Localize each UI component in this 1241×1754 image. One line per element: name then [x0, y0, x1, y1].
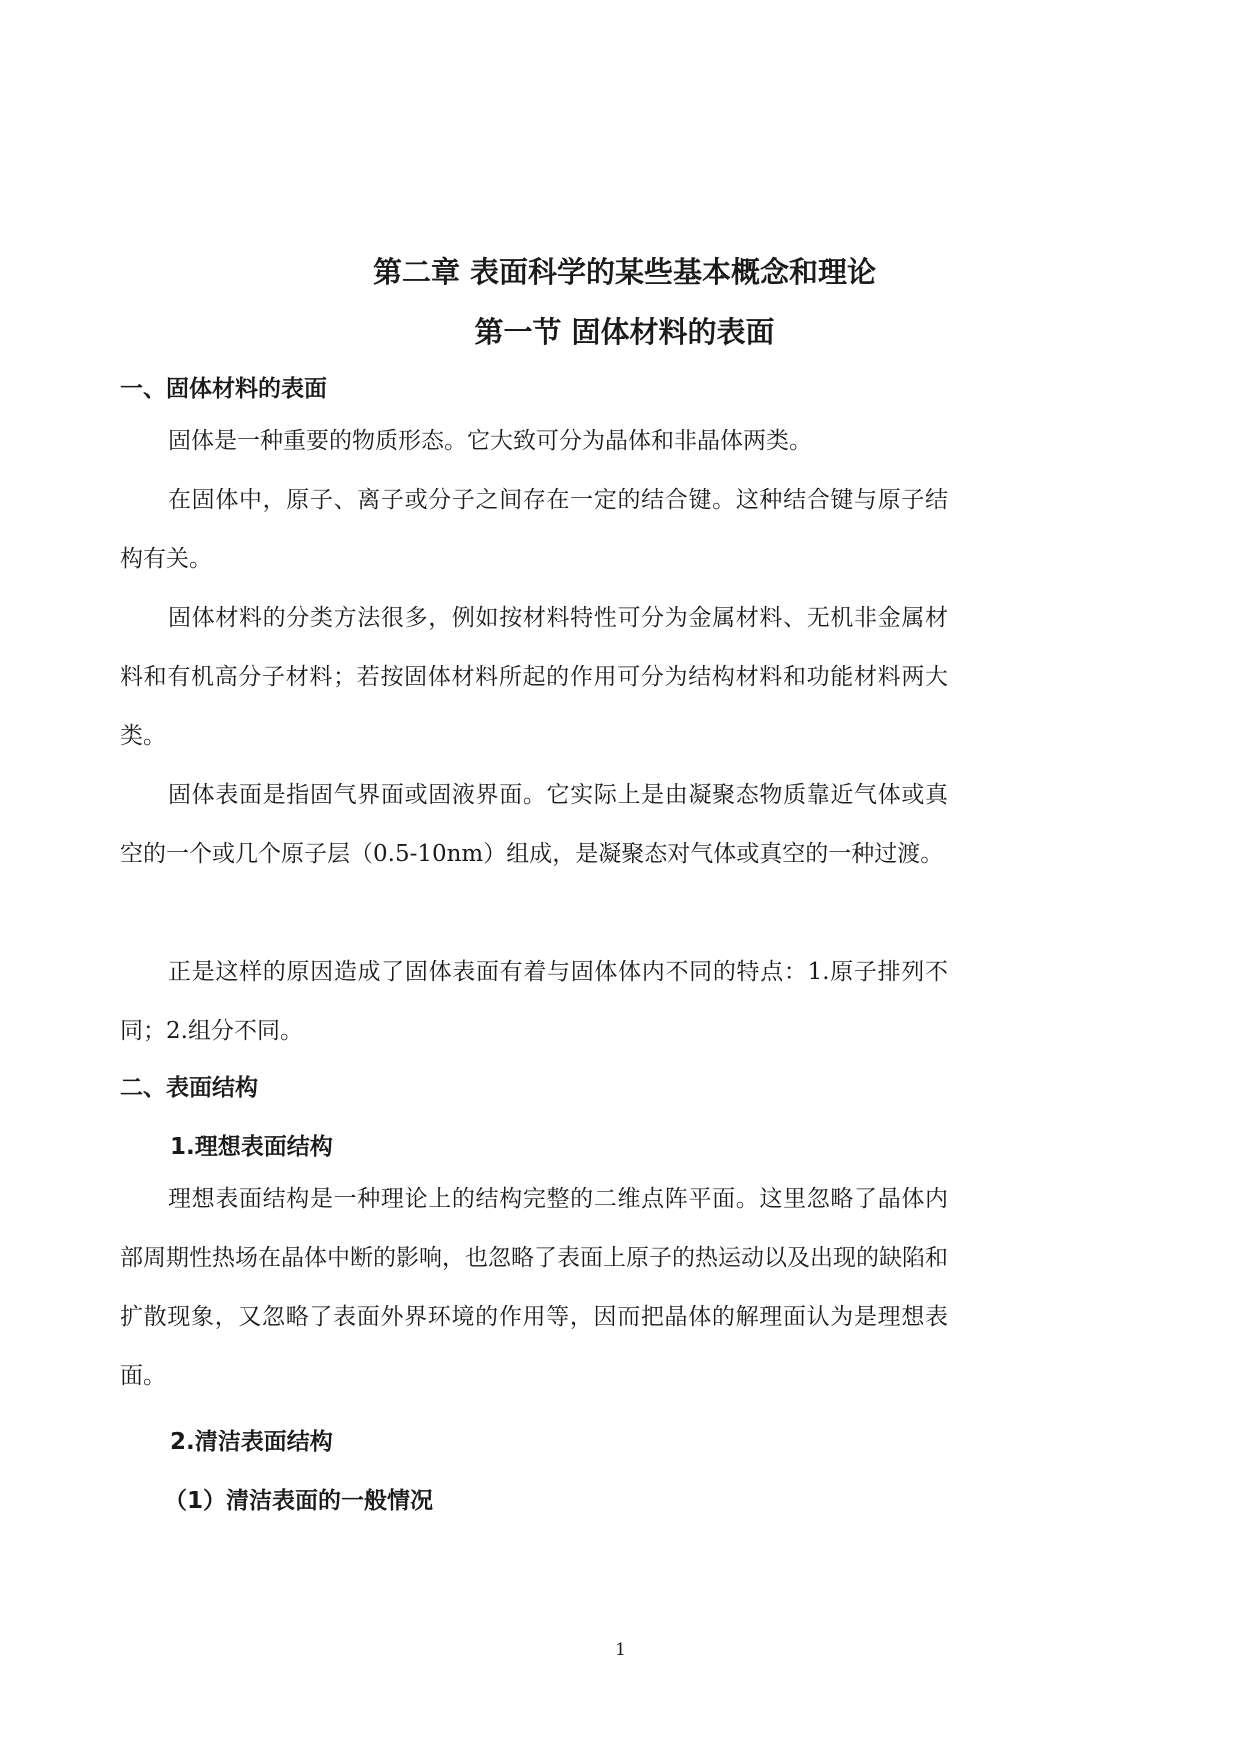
paragraph-surface-definition: 固体表面是指固气界面或固液界面。它实际上是由凝聚态物质靠近气体或真空的一个或几个原子层（0.5-10nm）组成，是凝聚态对气体或真空的一种过渡。 [120, 782, 948, 867]
heading-solid-material-surface: 一、固体材料的表面 [120, 376, 327, 402]
paragraph-bonding: 在固体中，原子、离子或分子之间存在一定的结合键。这种结合键与原子结构有关。 [120, 487, 948, 572]
heading-surface-structure: 二、表面结构 [120, 1075, 258, 1101]
paragraph-ideal-surface: 理想表面结构是一种理论上的结构完整的二维点阵平面。这里忽略了晶体内部周期性热场在晶体中断的影响，也忽略了表面上原子的热运动以及出现的缺陷和扩散现象，又忽略了表面外界环境的作用等，因而把晶体的解理面认为是理想表面。 [120, 1186, 948, 1389]
heading-clean-surface-structure: 2.清洁表面结构 [170, 1429, 333, 1455]
page-number: 1 [615, 1640, 626, 1660]
paragraph-solid-forms: 固体是一种重要的物质形态。它大致可分为晶体和非晶体两类。 [168, 428, 812, 454]
paragraph-surface-features: 正是这样的原因造成了固体表面有着与固体体内不同的特点：1.原子排列不同；2.组分不同。 [120, 959, 948, 1044]
heading-ideal-surface-structure: 1.理想表面结构 [170, 1134, 333, 1160]
chapter-title: 第二章 表面科学的某些基本概念和理论 [372, 255, 877, 289]
heading-clean-surface-general: （1）清洁表面的一般情况 [164, 1488, 434, 1514]
paragraph-classification: 固体材料的分类方法很多，例如按材料特性可分为金属材料、无机非金属材料和有机高分子材料；若按固体材料所起的作用可分为结构材料和功能材料两大类。 [120, 605, 948, 749]
section-title: 第一节 固体材料的表面 [474, 315, 775, 349]
